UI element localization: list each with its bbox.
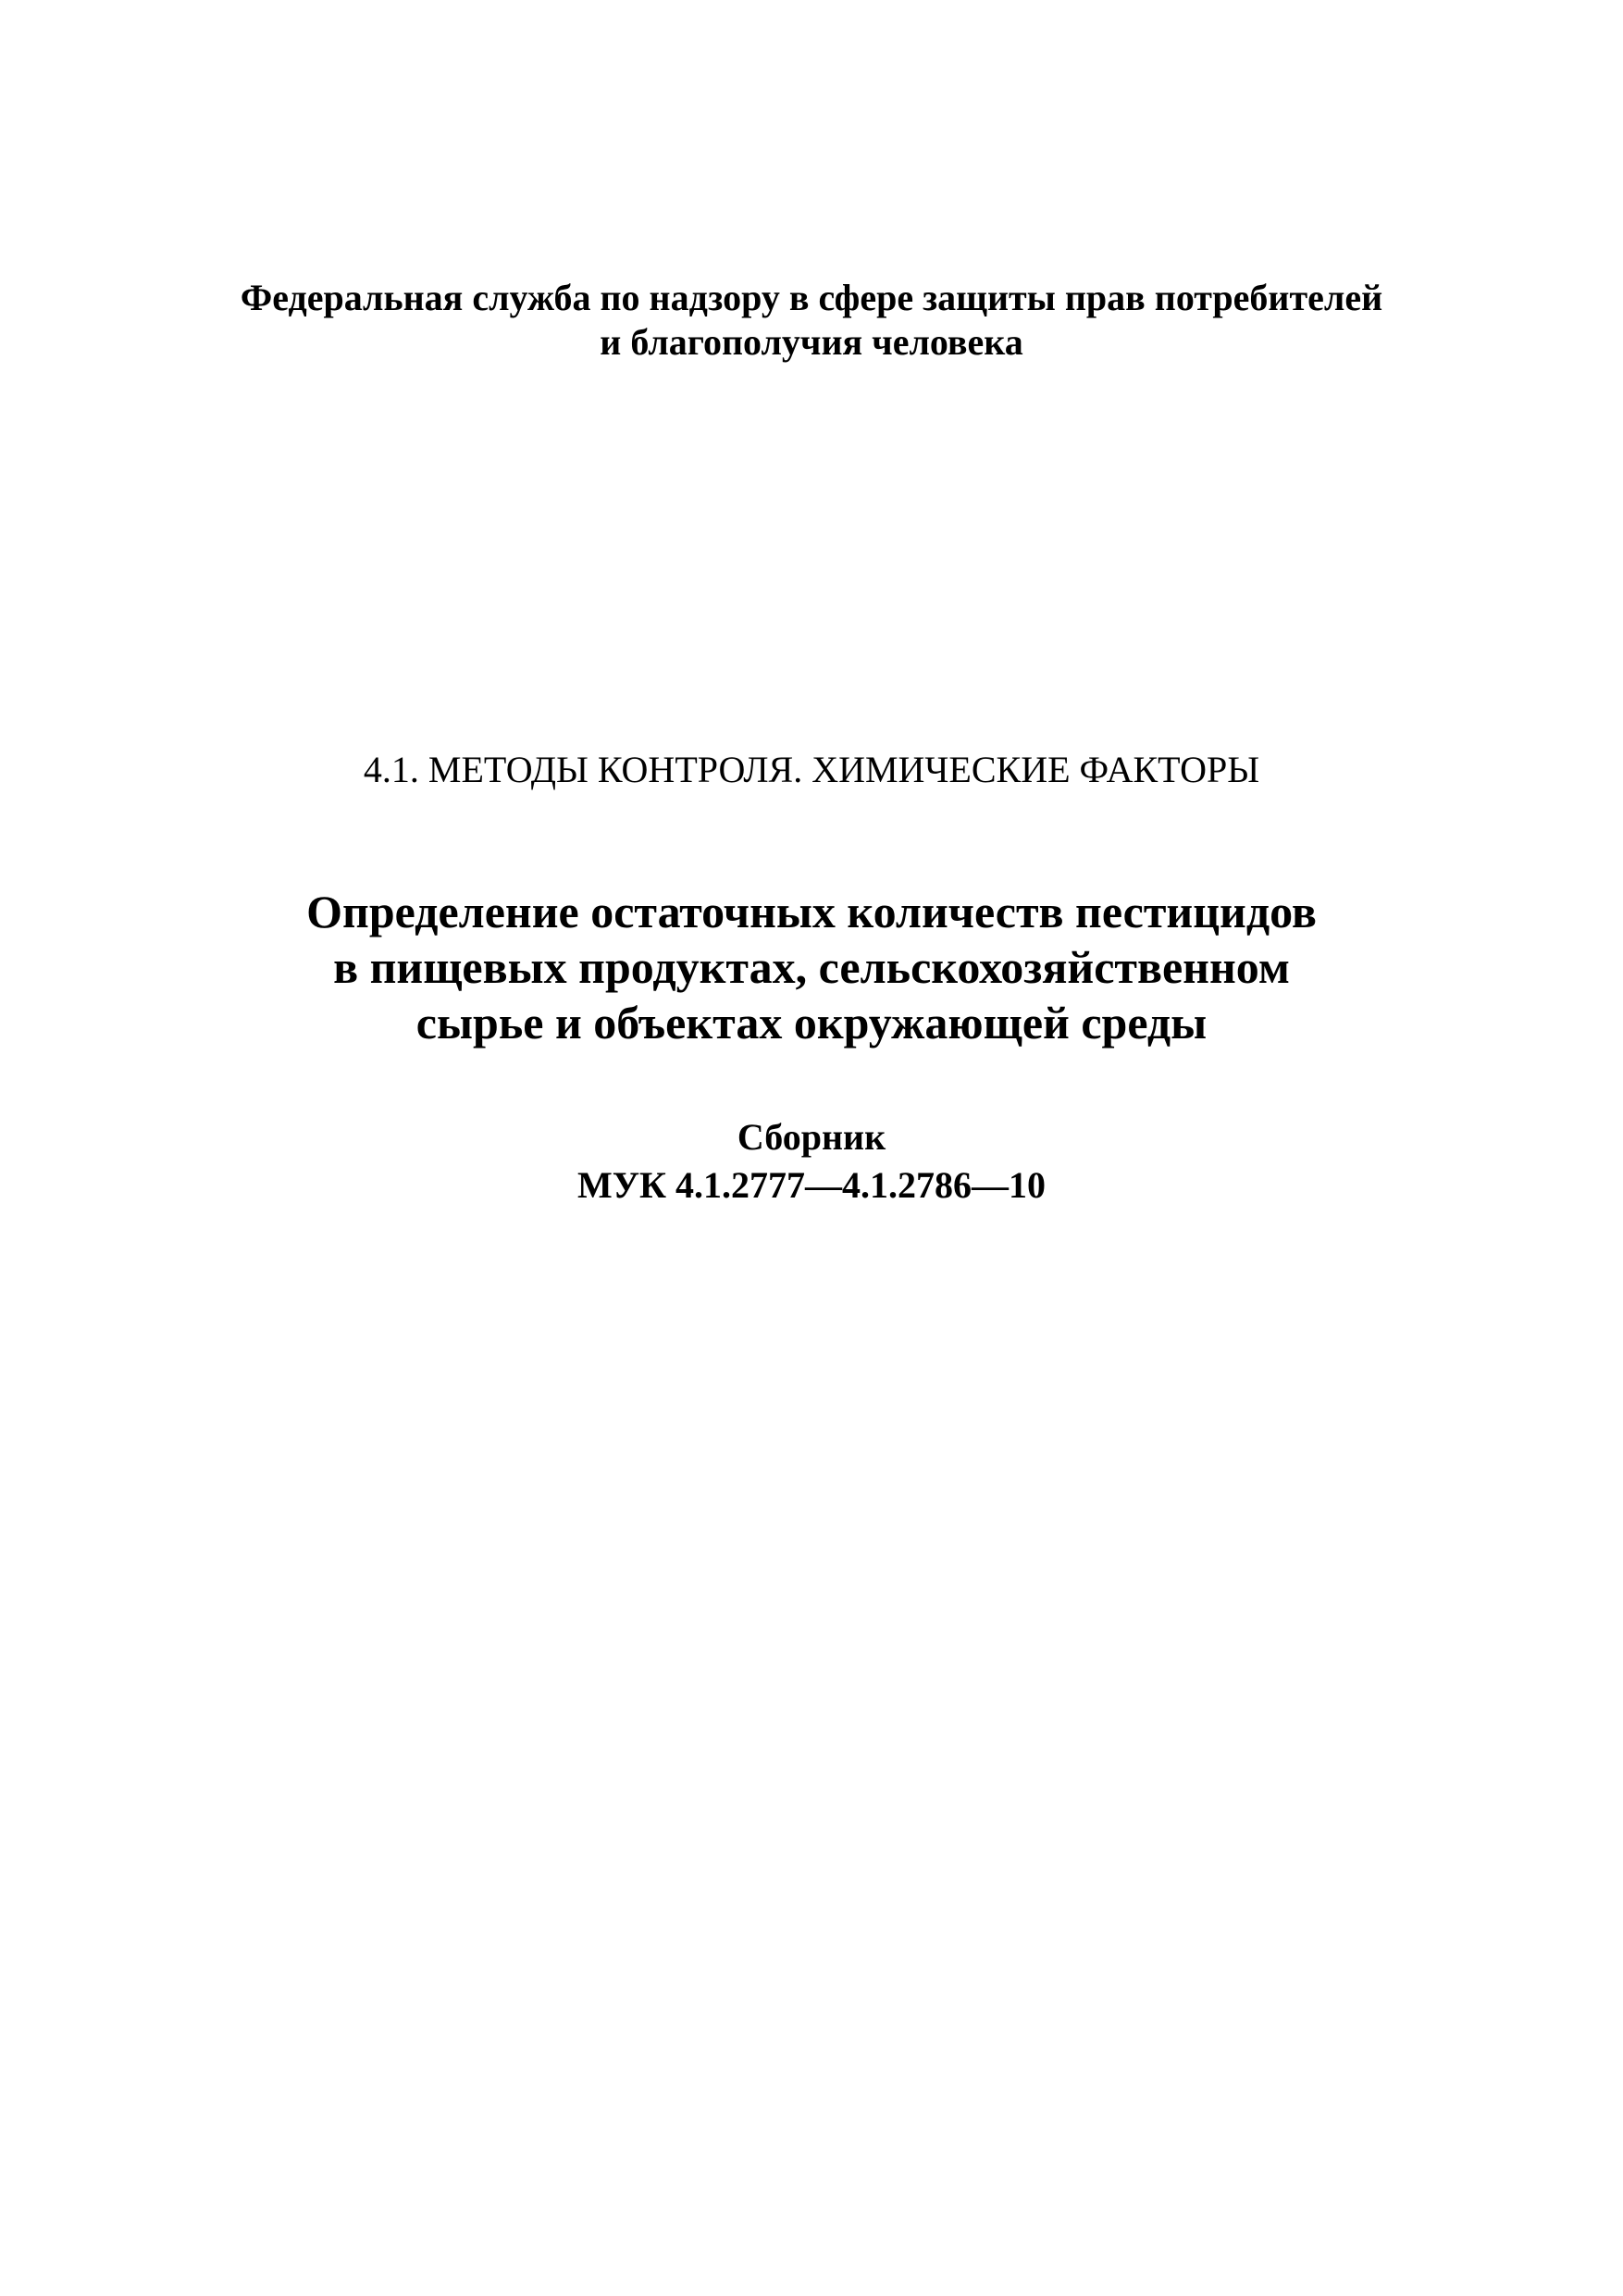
document-title [0, 884, 1623, 1050]
agency-line-1: Федеральная служба по надзору в сфере защиты прав потребителей [240, 277, 1383, 318]
title-line-1: Определение остаточных количеств пестицидов [306, 886, 1317, 937]
agency-line-2: и благополучия человека [600, 321, 1023, 363]
title-line-2: в пищевых продуктах, сельскохозяйственном [333, 941, 1290, 993]
title-line-3: сырье и объектах окружающей среды [415, 997, 1208, 1049]
section-heading [0, 748, 1623, 792]
section-label: 4.1. МЕТОДЫ КОНТРОЛЯ. ХИМИЧЕСКИЕ ФАКТОРЫ [363, 749, 1260, 790]
agency-header [0, 276, 1623, 365]
document-code: МУК 4.1.2777—4.1.2786—10 [576, 1164, 1047, 1206]
collection-label: Сборник [737, 1116, 886, 1158]
collection-info [0, 1113, 1623, 1210]
